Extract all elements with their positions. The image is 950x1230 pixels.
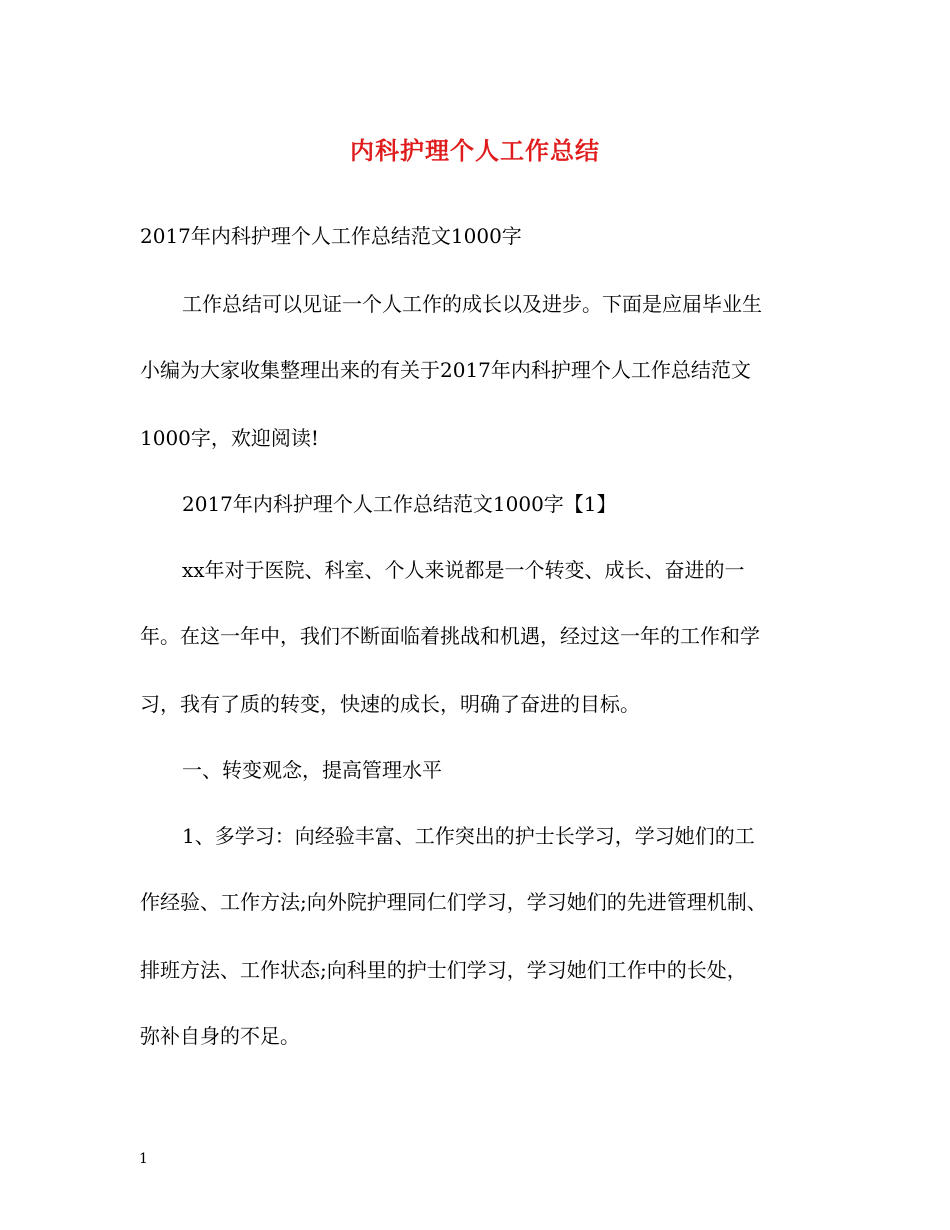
paragraph-3-line-4: 弥补自身的不足。 — [140, 1024, 300, 1048]
paragraph-3-line-3: 排班方法、工作状态;向科里的护士们学习，学习她们工作中的长处， — [140, 958, 747, 982]
paragraph-1-line-1: 工作总结可以见证一个人工作的成长以及进步。下面是应届毕业生 — [182, 292, 762, 316]
paragraph-2-line-2: 年。在这一年中，我们不断面临着挑战和机遇，经过这一年的工作和学 — [140, 624, 760, 648]
paragraph-1-line-3: 1000字，欢迎阅读! — [140, 426, 319, 450]
page-number: 1 — [139, 1151, 148, 1167]
paragraph-3-line-2: 作经验、工作方法;向外院护理同仁们学习，学习她们的先进管理机制、 — [140, 890, 767, 914]
paragraph-1-line-2: 小编为大家收集整理出来的有关于2017年内科护理个人工作总结范文 — [140, 358, 751, 382]
subtitle-line: 2017年内科护理个人工作总结范文1000字 — [140, 224, 522, 248]
paragraph-3-line-1: 1、多学习：向经验丰富、工作突出的护士长学习，学习她们的工 — [182, 824, 755, 848]
section-heading-2: 一、转变观念，提高管理水平 — [182, 758, 442, 782]
paragraph-2-line-1: xx年对于医院、科室、个人来说都是一个转变、成长、奋进的一 — [182, 558, 745, 582]
document-title: 内科护理个人工作总结 — [350, 136, 600, 165]
paragraph-2-line-3: 习，我有了质的转变，快速的成长，明确了奋进的目标。 — [140, 692, 640, 716]
section-heading-1: 2017年内科护理个人工作总结范文1000字【1】 — [182, 492, 617, 516]
